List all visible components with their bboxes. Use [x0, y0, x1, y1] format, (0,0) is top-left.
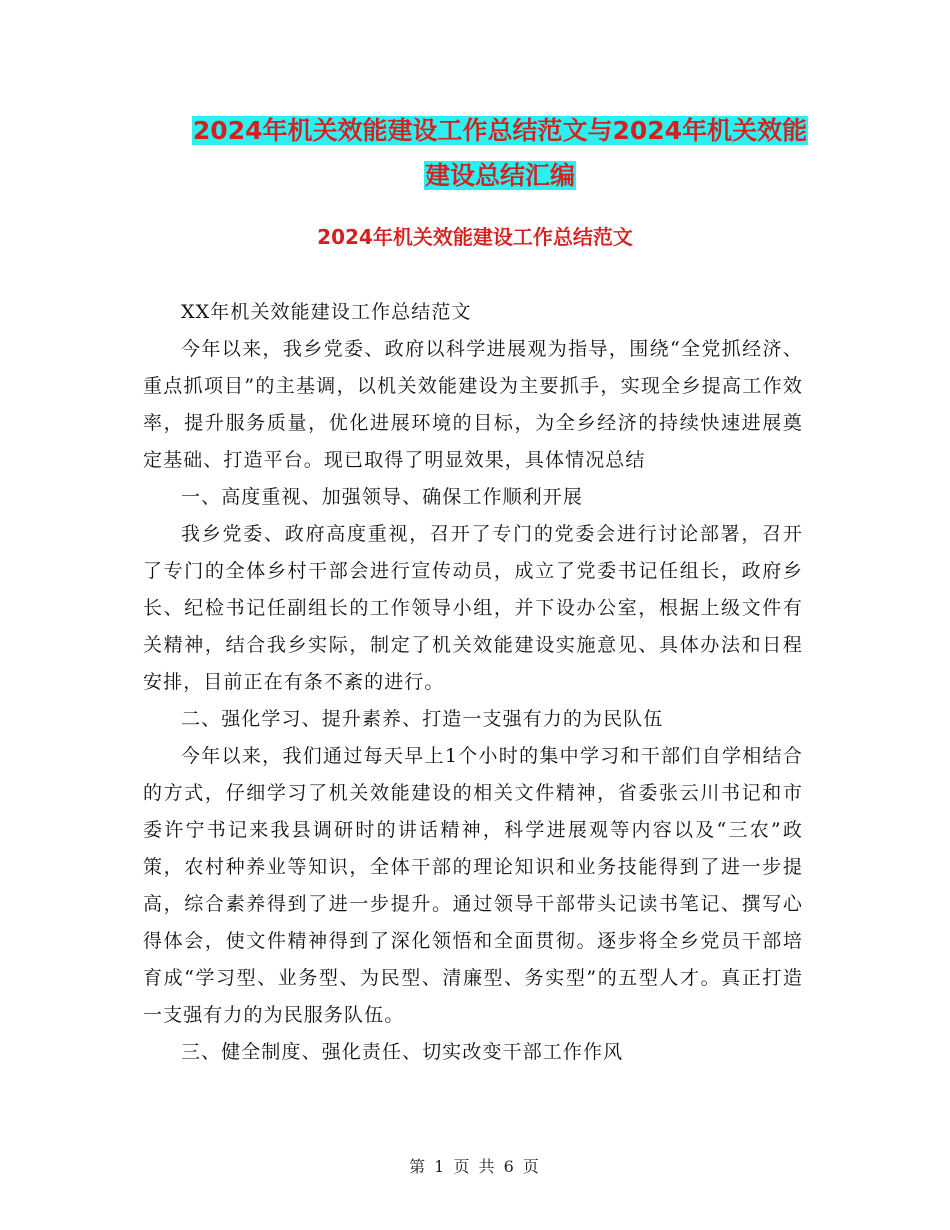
- title-line-1: 2024年机关效能建设工作总结范文与2024年机关效能: [192, 116, 808, 145]
- paragraph: 二、强化学习、提升素养、打造一支强有力的为民队伍: [181, 708, 664, 730]
- paragraph: 我乡党委、政府高度重视，召开了专门的党委会进行讨论部署，召开了专门的全体乡村干部会进行宣传动员，成立了党委书记任组长，政府乡长、纪检书记任副组长的工作领导小组，并下设办公室，根据上级文件有关精神，结合我乡实际，制定了机关效能建设实施意见、具体办法和日程安排，目前正在有条不紊的进行。: [143, 523, 803, 693]
- paragraph: 今年以来，我们通过每天早上1个小时的集中学习和干部们自学相结合的方式，仔细学习了机关效能建设的相关文件精神，省委张云川书记和市委许宁书记来我县调研时的讲话精神，科学进展观等内容以及“三农”政策，农村种养业等知识，全体干部的理论知识和业务技能得到了进一步提高，综合素养得到了进一步提升。通过领导干部带头记读书笔记、撰写心得体会，使文件精神得到了深化领悟和全面贯彻。逐步将全乡党员干部培育成“学习型、业务型、为民型、清廉型、务实型”的五型人才。真正打造一支强有力的为民服务队伍。: [143, 745, 803, 1026]
- paragraph: 一、高度重视、加强领导、确保工作顺利开展: [181, 486, 584, 508]
- paragraph: 今年以来，我乡党委、政府以科学进展观为指导，围绕“全党抓经济、重点抓项目”的主基调，以机关效能建设为主要抓手，实现全乡提高工作效率，提升服务质量，优化进展环境的目标，为全乡经济的持续快速进展奠定基础、打造平台。现已取得了明显效果，具体情况总结: [143, 338, 803, 471]
- page-number-footer: 第 1 页 共 6 页: [409, 1157, 541, 1176]
- paragraph: XX年机关效能建设工作总结范文: [181, 301, 472, 323]
- document-title: [140, 108, 860, 198]
- title-line-2: 建设总结汇编: [424, 161, 575, 190]
- document-body: [143, 294, 803, 1071]
- section-title: 2024年机关效能建设工作总结范文: [317, 225, 633, 249]
- paragraph: 三、健全制度、强化责任、切实改变干部工作作风: [181, 1041, 624, 1063]
